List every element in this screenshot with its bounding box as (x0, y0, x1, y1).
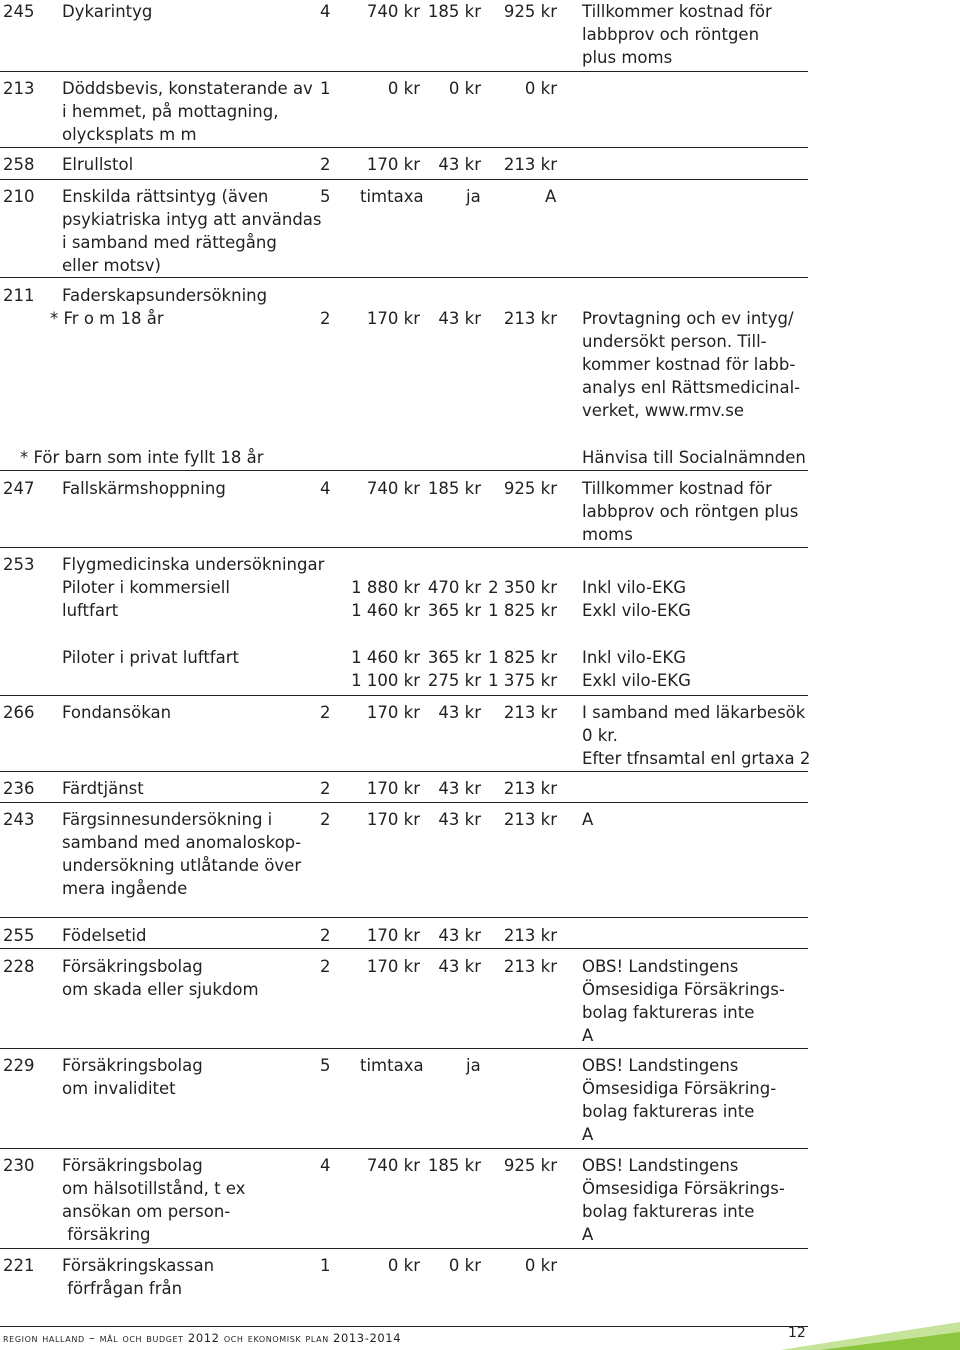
row-note: 0 kr. (582, 726, 618, 745)
row-level: 4 (320, 479, 331, 498)
row-level: 2 (320, 703, 331, 722)
row-code: 253 (3, 555, 35, 574)
row-price: 740 kr (366, 1156, 420, 1175)
row-note: bolag faktureras inte (582, 1202, 755, 1221)
row-note: A (582, 1225, 594, 1244)
row-level: 2 (320, 957, 331, 976)
row-name: Försäkringsbolag (62, 957, 203, 976)
row-price: timtaxa (360, 187, 424, 206)
row-name: Fallskärmshoppning (62, 479, 226, 498)
row-total: 213 kr (503, 779, 557, 798)
row-level: 2 (320, 155, 331, 174)
row-vat: 275 kr (427, 671, 481, 690)
row-level: 5 (320, 1056, 331, 1075)
row-total: 1 825 kr (488, 601, 557, 620)
row-note: kommer kostnad för labb- (582, 355, 796, 374)
row-name: Födelsetid (62, 926, 147, 945)
page-number: 12 (788, 1325, 806, 1341)
row-separator (0, 277, 808, 278)
row-level: 2 (320, 779, 331, 798)
row-price: 170 kr (366, 155, 420, 174)
row-price: 170 kr (366, 810, 420, 829)
row-separator (0, 917, 808, 918)
row-note: Ömsesidiga Försäkring- (582, 1079, 777, 1098)
row-subname: * Fr o m 18 år (50, 309, 164, 328)
row-vat: 185 kr (427, 2, 481, 21)
row-vat: ja (466, 187, 481, 206)
row-name: Döddsbevis, konstaterande av (62, 79, 313, 98)
row-vat: 185 kr (427, 1156, 481, 1175)
row-price: 0 kr (387, 79, 420, 98)
row-name: Dykarintyg (62, 2, 153, 21)
row-separator (0, 1248, 808, 1249)
row-separator (0, 695, 808, 696)
row-name: Faderskapsundersökning (62, 286, 268, 305)
row-vat: 365 kr (427, 648, 481, 667)
row-separator (0, 179, 808, 180)
row-name: luftfart (62, 601, 119, 620)
row-note: Hänvisa till Socialnämnden (582, 448, 806, 467)
row-vat: 43 kr (438, 703, 481, 722)
row-note: plus moms (582, 48, 673, 67)
row-code: 255 (3, 926, 35, 945)
row-total: 925 kr (503, 479, 557, 498)
row-name: i samband med rättegång (62, 233, 277, 252)
row-vat: ja (466, 1056, 481, 1075)
row-note: Inkl vilo-EKG (582, 648, 687, 667)
row-code: 221 (3, 1256, 35, 1275)
row-vat: 43 kr (438, 309, 481, 328)
row-name: Enskilda rättsintyg (även (62, 187, 269, 206)
row-note: labbprov och röntgen (582, 25, 760, 44)
row-total: 213 kr (503, 155, 557, 174)
row-total: 0 kr (524, 1256, 557, 1275)
row-vat: 43 kr (438, 155, 481, 174)
row-note: Exkl vilo-EKG (582, 671, 691, 690)
row-name: i hemmet, på mottagning, (62, 102, 279, 121)
row-note: labbprov och röntgen plus (582, 502, 799, 521)
row-separator (0, 802, 808, 803)
row-name: eller motsv) (62, 256, 161, 275)
row-name: Försäkringskassan (62, 1256, 215, 1275)
row-name: Färdtjänst (62, 779, 144, 798)
row-total: 213 kr (503, 309, 557, 328)
row-total: 213 kr (503, 810, 557, 829)
row-total: 213 kr (503, 957, 557, 976)
row-code: 245 (3, 2, 35, 21)
row-separator (0, 547, 808, 548)
row-code: 258 (3, 155, 35, 174)
row-name: samband med anomaloskop- (62, 833, 302, 852)
row-code: 266 (3, 703, 35, 722)
row-name: psykiatriska intyg att användas (62, 210, 322, 229)
row-total: 1 375 kr (488, 671, 557, 690)
row-code: 211 (3, 286, 35, 305)
row-price: 170 kr (366, 779, 420, 798)
row-price: 740 kr (366, 479, 420, 498)
row-code: 230 (3, 1156, 35, 1175)
row-level: 2 (320, 309, 331, 328)
row-name: mera ingående (62, 879, 188, 898)
row-name: ansökan om person- (62, 1202, 231, 1221)
row-total: 213 kr (503, 703, 557, 722)
row-code: 210 (3, 187, 35, 206)
row-name: om skada eller sjukdom (62, 980, 259, 999)
row-note: A (582, 810, 594, 829)
row-total: 925 kr (503, 1156, 557, 1175)
row-price: 170 kr (366, 957, 420, 976)
row-name: Färgsinnesundersökning i (62, 810, 273, 829)
row-vat: 43 kr (438, 926, 481, 945)
row-vat: 0 kr (448, 1256, 481, 1275)
row-level: 4 (320, 1156, 331, 1175)
row-note: Provtagning och ev intyg/ (582, 309, 794, 328)
row-subname: * För barn som inte fyllt 18 år (20, 448, 264, 467)
row-vat: 43 kr (438, 779, 481, 798)
row-total: A (545, 187, 557, 206)
row-name: om hälsotillstånd, t ex (62, 1179, 246, 1198)
row-name: Fondansökan (62, 703, 172, 722)
row-price: 1 100 kr (351, 671, 420, 690)
row-level: 2 (320, 810, 331, 829)
row-name: om invaliditet (62, 1079, 176, 1098)
row-level: 4 (320, 2, 331, 21)
row-name: Piloter i kommersiell (62, 578, 230, 597)
row-price: 1 880 kr (351, 578, 420, 597)
row-level: 5 (320, 187, 331, 206)
row-note: Tillkommer kostnad för (582, 2, 772, 21)
row-code: 236 (3, 779, 35, 798)
row-name: Piloter i privat luftfart (62, 648, 239, 667)
row-note: analys enl Rättsmedicinal- (582, 378, 801, 397)
row-name: försäkring (62, 1225, 151, 1244)
row-note: bolag faktureras inte (582, 1102, 755, 1121)
row-note: OBS! Landstingens (582, 1056, 739, 1075)
row-note: Tillkommer kostnad för (582, 479, 772, 498)
row-price: 170 kr (366, 926, 420, 945)
row-note: A (582, 1026, 594, 1045)
row-separator (0, 147, 808, 148)
row-name: olycksplats m m (62, 125, 197, 144)
row-name: Flygmedicinska undersökningar (62, 555, 325, 574)
row-price: 0 kr (387, 1256, 420, 1275)
row-price: 1 460 kr (351, 601, 420, 620)
row-note: OBS! Landstingens (582, 957, 739, 976)
row-price: 170 kr (366, 703, 420, 722)
row-separator (0, 948, 808, 949)
row-name: Försäkringsbolag (62, 1056, 203, 1075)
row-note: bolag faktureras inte (582, 1003, 755, 1022)
row-code: 247 (3, 479, 35, 498)
row-note: OBS! Landstingens (582, 1156, 739, 1175)
row-code: 228 (3, 957, 35, 976)
row-total: 925 kr (503, 2, 557, 21)
row-vat: 470 kr (427, 578, 481, 597)
row-price: 740 kr (366, 2, 420, 21)
row-name: Försäkringsbolag (62, 1156, 203, 1175)
row-vat: 0 kr (448, 79, 481, 98)
row-total: 2 350 kr (488, 578, 557, 597)
row-name: undersökning utlåtande över (62, 856, 302, 875)
row-price: timtaxa (360, 1056, 424, 1075)
row-note: Ömsesidiga Försäkrings- (582, 1179, 785, 1198)
row-separator (0, 1148, 808, 1149)
row-code: 213 (3, 79, 35, 98)
row-level: 1 (320, 1256, 331, 1275)
row-separator (0, 1048, 808, 1049)
row-price: 170 kr (366, 309, 420, 328)
row-separator (0, 470, 808, 471)
row-separator (0, 71, 808, 72)
footer-text: region halland – mål och budget 2012 och ekonomisk plan 2013-2014 (3, 1331, 402, 1345)
row-code: 243 (3, 810, 35, 829)
row-note: I samband med läkarbesök (582, 703, 806, 722)
row-note: Ömsesidiga Försäkrings- (582, 980, 785, 999)
row-note: verket, www.rmv.se (582, 401, 745, 420)
row-note: A (582, 1125, 594, 1144)
row-vat: 185 kr (427, 479, 481, 498)
row-price: 1 460 kr (351, 648, 420, 667)
row-note: Inkl vilo-EKG (582, 578, 687, 597)
row-name: förfrågan från (62, 1279, 183, 1298)
row-vat: 43 kr (438, 810, 481, 829)
row-vat: 43 kr (438, 957, 481, 976)
row-total: 213 kr (503, 926, 557, 945)
row-separator (0, 771, 808, 772)
row-code: 229 (3, 1056, 35, 1075)
row-note: Exkl vilo-EKG (582, 601, 691, 620)
row-level: 2 (320, 926, 331, 945)
row-vat: 365 kr (427, 601, 481, 620)
row-total: 0 kr (524, 79, 557, 98)
row-name: Elrullstol (62, 155, 134, 174)
row-note: moms (582, 525, 633, 544)
row-total: 1 825 kr (488, 648, 557, 667)
row-note: Efter tfnsamtal enl grtaxa 2 (582, 749, 811, 768)
row-note: undersökt person. Till- (582, 332, 767, 351)
row-level: 1 (320, 79, 331, 98)
